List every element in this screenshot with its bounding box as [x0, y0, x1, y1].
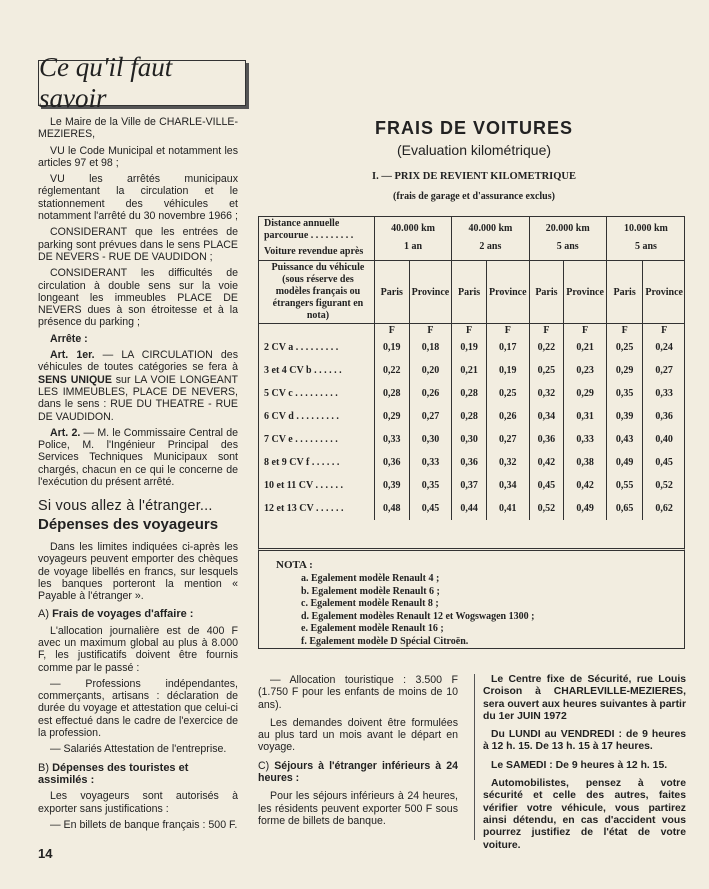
col-paris-3: Paris	[529, 261, 564, 324]
article-1	[38, 349, 238, 423]
table-row	[258, 428, 685, 451]
cost-cell: 0,34	[529, 405, 564, 428]
col-paris-1: Paris	[374, 261, 409, 324]
article-2-label: Art. 2.	[50, 426, 81, 439]
table-row	[258, 336, 685, 359]
cost-cell: 0,55	[606, 474, 642, 497]
cost-cell: 0,33	[564, 428, 607, 451]
cost-cell: 0,32	[529, 382, 564, 405]
unit-cell: F	[606, 324, 642, 337]
cost-cell: 0,21	[452, 359, 487, 382]
col-paris-2: Paris	[452, 261, 487, 324]
arrete-p5: CONSIDERANT les difficultés de circulation à double sens sur la voie longeant les immeubles PLACE DE NEVERS dues à son étroitesse et à la présence du parking ;	[38, 267, 238, 329]
cost-cell: 0,39	[606, 405, 642, 428]
cost-cell: 0,25	[606, 336, 642, 359]
nota-item: c. Egalement modèle Renault 8 ;	[301, 598, 439, 609]
article-2	[38, 427, 238, 488]
distance-km-2: 40.000 km	[468, 223, 513, 234]
cost-cell: 0,33	[374, 428, 409, 451]
cost-cell: 0,19	[452, 336, 487, 359]
col-province-3: Province	[564, 261, 607, 324]
cost-cell: 0,20	[409, 359, 452, 382]
cost-cell: 0,32	[486, 451, 529, 474]
table-row	[258, 497, 685, 520]
section-b-prefix: B)	[38, 761, 53, 774]
puissance-label: Puissance du véhicule (sous réserve des modèles français ou étrangers figurant en nota)	[258, 261, 374, 324]
unit-row	[258, 324, 685, 337]
unit-cell: F	[452, 324, 487, 337]
arrete-p2: VU le Code Municipal et notamment les articles 97 et 98 ;	[38, 144, 238, 169]
vehicle-label: 5 CV c . . . . . . . . .	[264, 388, 338, 399]
cost-cell: 0,27	[409, 405, 452, 428]
unit-cell: F	[529, 324, 564, 337]
securite-p2: Du LUNDI au VENDREDI : de 9 heures à 12 h. 15. De 13 h. 15 à 17 heures.	[483, 729, 686, 753]
right-column-securite	[474, 674, 686, 851]
distance-cell-3	[529, 216, 606, 261]
frais-table	[258, 216, 685, 520]
cost-cell: 0,36	[452, 451, 487, 474]
vehicle-label: 7 CV e . . . . . . . . .	[264, 434, 338, 445]
distance-years-4: 5 ans	[634, 241, 657, 252]
vehicle-label: 8 et 9 CV f . . . . . .	[264, 457, 340, 468]
distance-years-1: 1 an	[404, 241, 423, 252]
section-header-box	[38, 52, 246, 113]
cost-cell: 0,65	[606, 497, 642, 520]
section-a-title: Frais de voyages d'affaire :	[52, 608, 194, 621]
cost-cell: 0,28	[374, 382, 409, 405]
cost-cell: 0,52	[643, 474, 685, 497]
nota-list	[301, 573, 534, 648]
nota-item: f. Egalement modèle D Spécial Citroën.	[301, 635, 469, 647]
article-1-text-b: sur LA VOIE LONGEANT LES IMMEUBLES, PLACE DE NEVERS, dans le sens : RUE DU THEATRE - RUE DE VAUDIDON.	[38, 373, 238, 423]
nota-item: d. Egalement modèles Renault 12 et Wogswagen 1300 ;	[301, 610, 535, 622]
cost-cell: 0,36	[643, 405, 685, 428]
section-c-title: Séjours à l'étranger inférieurs à 24 heures :	[258, 759, 459, 785]
distance-km-3: 20.000 km	[545, 223, 590, 234]
cost-cell: 0,22	[374, 359, 409, 382]
distance-row	[258, 216, 685, 261]
securite-p3: Le SAMEDI : De 9 heures à 12 h. 15.	[491, 759, 668, 771]
cost-cell: 0,27	[643, 359, 685, 382]
cost-cell: 0,23	[564, 359, 607, 382]
unit-cell: F	[409, 324, 452, 337]
section-c-text: Pour les séjours inférieurs à 24 heures, les résidents peuvent exporter 500 F sous forme de billets de banque.	[258, 790, 458, 827]
cost-cell: 0,35	[409, 474, 452, 497]
cost-cell: 0,30	[409, 428, 452, 451]
cost-cell: 0,41	[486, 497, 529, 520]
article-2-text: — M. le Commissaire Central de Police, M. l'Ingénieur Principal des Services Techniques Municipaux sont chargés, chacun en ce qui le concerne de l'exécution du présent arrêté.	[38, 426, 238, 489]
cost-cell: 0,42	[529, 451, 564, 474]
section-a-item2: — Salariés Attestation de l'entreprise.	[50, 743, 227, 756]
unit-cell: F	[374, 324, 409, 337]
cost-cell: 0,49	[606, 451, 642, 474]
cost-cell: 0,25	[529, 359, 564, 382]
section-c-heading	[258, 760, 458, 785]
cost-cell: 0,21	[564, 336, 607, 359]
vehicle-label: 6 CV d . . . . . . . . .	[264, 411, 339, 422]
cost-cell: 0,24	[643, 336, 685, 359]
article-1-text-a: — LA CIRCULATION des véhicules de toutes catégories se fera à	[38, 349, 238, 374]
arrete-p4: CONSIDERANT que les entrées de parking sont prévues dans le sens PLACE DE NEVERS - RUE DE VAUDIDON ;	[38, 226, 238, 263]
cost-cell: 0,18	[409, 336, 452, 359]
resale-label: Voiture revendue après	[264, 246, 364, 257]
section-c-prefix: C)	[258, 759, 275, 772]
arrete-p3: VU les arrêtés municipaux réglementant la circulation et le stationnement des véhicules et notamment l'arrêté du 30 novembre 1966 ;	[38, 173, 238, 223]
distance-cell-4	[606, 216, 685, 261]
page-number: 14	[38, 846, 53, 861]
distance-years-3: 5 ans	[556, 241, 579, 252]
cost-cell: 0,45	[529, 474, 564, 497]
cost-cell: 0,19	[486, 359, 529, 382]
section-a-item1: — Professions indépendantes, commerçants, artisans : déclaration de durée du voyage et attestation que celui-ci est effectué dans le cadre de l'exercice de la profession.	[38, 677, 238, 740]
frais-section-title: I. — PRIX DE REVIENT KILOMETRIQUE	[371, 171, 576, 182]
table-row	[258, 474, 685, 497]
arrete-label: Arrête :	[50, 332, 88, 345]
article-1-label: Art. 1er.	[50, 349, 95, 362]
nota-item: a. Egalement modèle Renault 4 ;	[301, 573, 440, 584]
cost-cell: 0,33	[409, 451, 452, 474]
cost-cell: 0,33	[643, 382, 685, 405]
cost-cell: 0,42	[564, 474, 607, 497]
voyage-heading: Si vous allez à l'étranger...	[38, 498, 213, 515]
allocation-touristique: — Allocation touristique : 3.500 F (1.750 F pour les enfants de moins de 10 ans).	[258, 674, 458, 711]
cost-cell: 0,40	[643, 428, 685, 451]
section-a-text: L'allocation journalière est de 400 F avec un maximum global au plus à 8.000 F, les justificatifs doivent être fournis comme par le passé :	[38, 624, 238, 674]
unit-cell: F	[564, 324, 607, 337]
distance-km-4: 10.000 km	[623, 223, 668, 234]
section-a-prefix: A)	[38, 608, 53, 621]
nota-item: b. Egalement modèle Renault 6 ;	[301, 585, 440, 597]
arrete-p1: Le Maire de la Ville de CHARLE-VILLE-MEZIERES,	[38, 116, 238, 141]
securite-p1: Le Centre fixe de Sécurité, rue Louis Croison à CHARLEVILLE-MEZIERES, sera ouvert aux heures suivantes à partir du 1er JUIN 1972	[483, 674, 686, 722]
distance-km-1: 40.000 km	[391, 223, 436, 234]
voyage-intro: Dans les limites indiquées ci-après les voyageurs peuvent emporter des chèques de voyage libellés en francs, sur lesquels les banques porteront la mention « Payable à l'étranger ».	[38, 540, 238, 603]
section-b-text: Les voyageurs sont autorisés à exporter sans justifications :	[38, 790, 238, 815]
securite-p4: Automobilistes, pensez à votre sécurité et celle des autres, faites vérifier votre véhicule, vous partirez ainsi détendu, en cas d'accident vous pourrez justifiez de l'état de votre voiture.	[483, 778, 686, 851]
voyage-subheading: Dépenses des voyageurs	[38, 515, 219, 533]
cost-cell: 0,48	[374, 497, 409, 520]
center-column	[258, 674, 458, 833]
cost-cell: 0,27	[486, 428, 529, 451]
section-b-heading	[38, 762, 238, 787]
nota-heading: NOTA :	[276, 559, 313, 571]
cost-cell: 0,29	[374, 405, 409, 428]
cost-cell: 0,38	[564, 451, 607, 474]
puissance-row	[258, 261, 685, 324]
section-header-title: Ce qu'il faut savoir	[39, 52, 173, 113]
cost-cell: 0,44	[452, 497, 487, 520]
cost-cell: 0,37	[452, 474, 487, 497]
col-paris-4: Paris	[606, 261, 642, 324]
unit-row-label	[258, 324, 374, 337]
distance-cell-2	[452, 216, 529, 261]
cost-cell: 0,28	[452, 405, 487, 428]
nota-box	[258, 548, 685, 649]
distance-years-2: 2 ans	[479, 241, 502, 252]
col-province-2: Province	[486, 261, 529, 324]
table-row	[258, 359, 685, 382]
col-province-4: Province	[643, 261, 685, 324]
cost-cell: 0,26	[409, 382, 452, 405]
cost-cell: 0,62	[643, 497, 685, 520]
frais-title: FRAIS DE VOITURES	[374, 118, 574, 138]
distance-label: Distance annuelle parcourue . . . . . . . . .	[264, 218, 354, 241]
table-row	[258, 382, 685, 405]
demandes-text: Les demandes doivent être formulées au plus tard un mois avant le départ en voyage.	[258, 716, 458, 754]
cost-cell: 0,49	[564, 497, 607, 520]
cost-cell: 0,28	[452, 382, 487, 405]
vehicle-label: 10 et 11 CV . . . . . .	[264, 480, 343, 491]
cost-cell: 0,26	[486, 405, 529, 428]
table-row	[258, 405, 685, 428]
col-province-1: Province	[409, 261, 452, 324]
section-b-item1: — En billets de banque français : 500 F.	[50, 818, 238, 831]
cost-cell: 0,29	[564, 382, 607, 405]
distance-label-cell	[258, 216, 374, 261]
article-1-bold: SENS UNIQUE	[38, 373, 112, 386]
vehicle-label: 2 CV a . . . . . . . . .	[264, 342, 339, 353]
cost-cell: 0,31	[564, 405, 607, 428]
cost-cell: 0,52	[529, 497, 564, 520]
cost-cell: 0,43	[606, 428, 642, 451]
cost-cell: 0,45	[409, 497, 452, 520]
cost-cell: 0,45	[643, 451, 685, 474]
section-b-title: Dépenses des touristes et assimilés :	[38, 761, 189, 786]
cost-cell: 0,39	[374, 474, 409, 497]
table-row	[258, 451, 685, 474]
frais-subtitle: (Evaluation kilométrique)	[396, 142, 552, 158]
cost-cell: 0,25	[486, 382, 529, 405]
cost-cell: 0,30	[452, 428, 487, 451]
distance-cell-1	[374, 216, 451, 261]
vehicle-label: 12 et 13 CV . . . . . .	[264, 503, 344, 514]
vehicle-label: 3 et 4 CV b . . . . . .	[264, 365, 342, 376]
cost-cell: 0,19	[374, 336, 409, 359]
unit-cell: F	[486, 324, 529, 337]
cost-cell: 0,29	[606, 359, 642, 382]
cost-cell: 0,22	[529, 336, 564, 359]
cost-cell: 0,34	[486, 474, 529, 497]
left-column	[38, 116, 238, 835]
nota-item: e. Egalement modèle Renault 16 ;	[301, 623, 444, 634]
cost-cell: 0,17	[486, 336, 529, 359]
section-a-heading	[38, 608, 238, 620]
frais-section-subtitle: (frais de garage et d'assurance exclus)	[393, 191, 555, 202]
cost-cell: 0,36	[529, 428, 564, 451]
cost-cell: 0,35	[606, 382, 642, 405]
unit-cell: F	[643, 324, 685, 337]
cost-cell: 0,36	[374, 451, 409, 474]
